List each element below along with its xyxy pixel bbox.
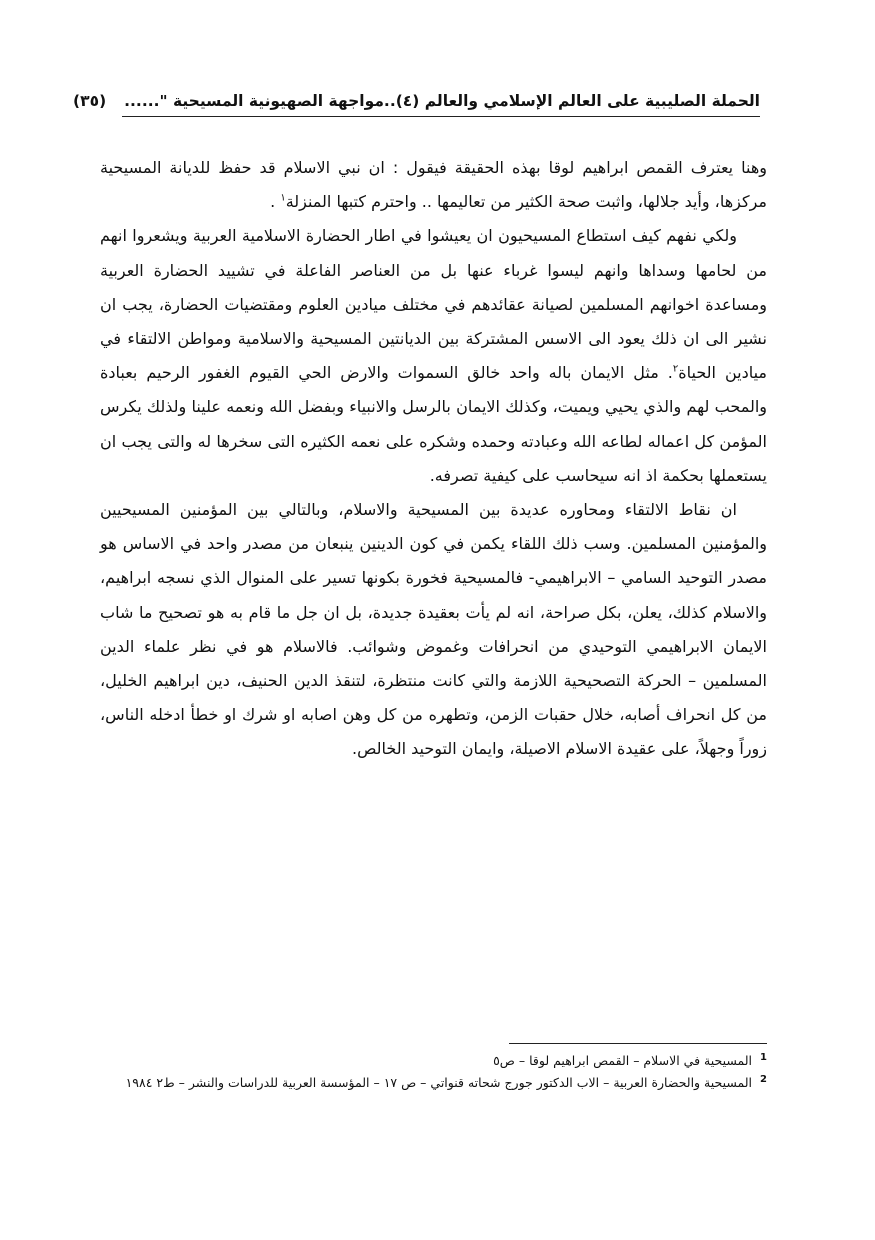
paragraph	[100, 493, 767, 767]
paragraph-text: وهنا يعترف القمص ابراهيم لوقا بهذه الحقيقة فيقول : ان نبي الاسلام قد حفظ للديانة المسيحية مركزها، وأيد جلالها، واثبت صحة الكثير من تعاليمها .. واحترم كتبها المنزلة	[100, 158, 767, 212]
body-text	[100, 151, 767, 767]
footnote	[100, 1072, 767, 1094]
paragraph-text: ان نقاط الالتقاء ومحاوره عديدة بين المسيحية والاسلام، وبالتالي بين المؤمنين المسيحيين والمؤمنين المسلمين. وسب ذلك اللقاء يكمن في كون الدينين ينبعان من مصدر واحد في الاساس هو مصدر التوحيد السامي – الابراهيمي- فالمسيحية فخورة بكونها تسير على المنوال الذي نسجه ابراهيم، والاسلام كذلك، يعلن، بكل صراحة، انه لم يأت بعقيدة جديدة، بل ان جل ما قام به هو تصحيح ما شاب الايمان الابراهيمي التوحيدي من انحرافات وغموض وشوائب. فالاسلام هو في نظر علماء الدين المسلمين – الحركة التصحيحية اللازمة والتي كانت منتظرة، لتنقذ الدين الحنيف، دين ابراهيم الخليل، من كل انحراف أصابه، خلال حقبات الزمن، وتطهره من كل وهن اصابه او شرك او خطأ ادخله الناس، زوراً وجهلاً، على عقيدة الاسلام الاصيلة، وايمان التوحيد الخالص.	[100, 500, 767, 759]
running-header	[73, 86, 760, 117]
page-number: (٣٥)	[73, 92, 107, 110]
paragraph	[100, 219, 767, 493]
footnote-ref[interactable]: ١	[280, 192, 286, 204]
paragraph: وهنا يعترف القمص ابراهيم لوقا بهذه الحقيقة فيقول : ان نبي الاسلام قد حفظ للديانة المسيحية مركزها، وأيد جلالها، واثبت صحة الكثير من تعاليمها .. واحترم كتبها المنزلة$^١$ .	[100, 158, 767, 212]
paragraph-text: ولكي نفهم كيف استطاع المسيحيون ان يعيشوا في اطار الحضارة الاسلامية العربية ويشعروا انهم من لحامها وسداها وانهم ليسوا غرباء عنها بل من العناصر الفاعلة في تشييد الحضارة العربية ومساعدة اخوانهم المسلمين لصيانة عقائدهم في مختلف ميادين العلوم ومقتضيات الحضارة، يجب ان نشير الى ان ذلك يعود الى الاسس المشتركة بين الديانتين المسيحية والاسلامية ومواطن الالتقاء في ميادين الحياة	[100, 226, 767, 383]
footnote	[100, 1050, 767, 1072]
header-title: الحملة الصليبية على العالم الإسلامي والعالم (٤)..مواجهة الصهيونية المسيحية "......	[124, 92, 760, 110]
footnote-number: 1	[760, 1051, 767, 1063]
footnotes	[100, 1050, 767, 1094]
paragraph-text: . مثل الايمان باله واحد خالق السموات والارض الحي القيوم الغفور الرحيم بعبادة والمحب لهم والذي يحيي ويميت، وكذلك الايمان بالرسل والانبياء وبفضل الله ونعمه علينا ولذلك يكرس المؤمن كل اعماله لطاعه الله وعبادته وحمده وشكره على نعمه الكثيره التى سخرها له والتى يجب ان يستعملها بحكمة اذ انه سيحاسب على كيفية تصرفه.	[100, 363, 767, 485]
footnote-ref[interactable]: ٢	[672, 363, 679, 375]
footnote-text: المسيحية في الاسلام – القمص ابراهيم لوقا – ص٥	[493, 1053, 753, 1068]
footnote-number: 2	[760, 1073, 767, 1085]
footnote-divider	[509, 1043, 767, 1044]
footnote-text: المسيحية والحضارة العربية – الاب الدكتور جورج شحاته قنواتي – ص ١٧ – المؤسسة العربية للدراسات والنشر – ط٢ ١٩٨٤	[125, 1075, 753, 1090]
